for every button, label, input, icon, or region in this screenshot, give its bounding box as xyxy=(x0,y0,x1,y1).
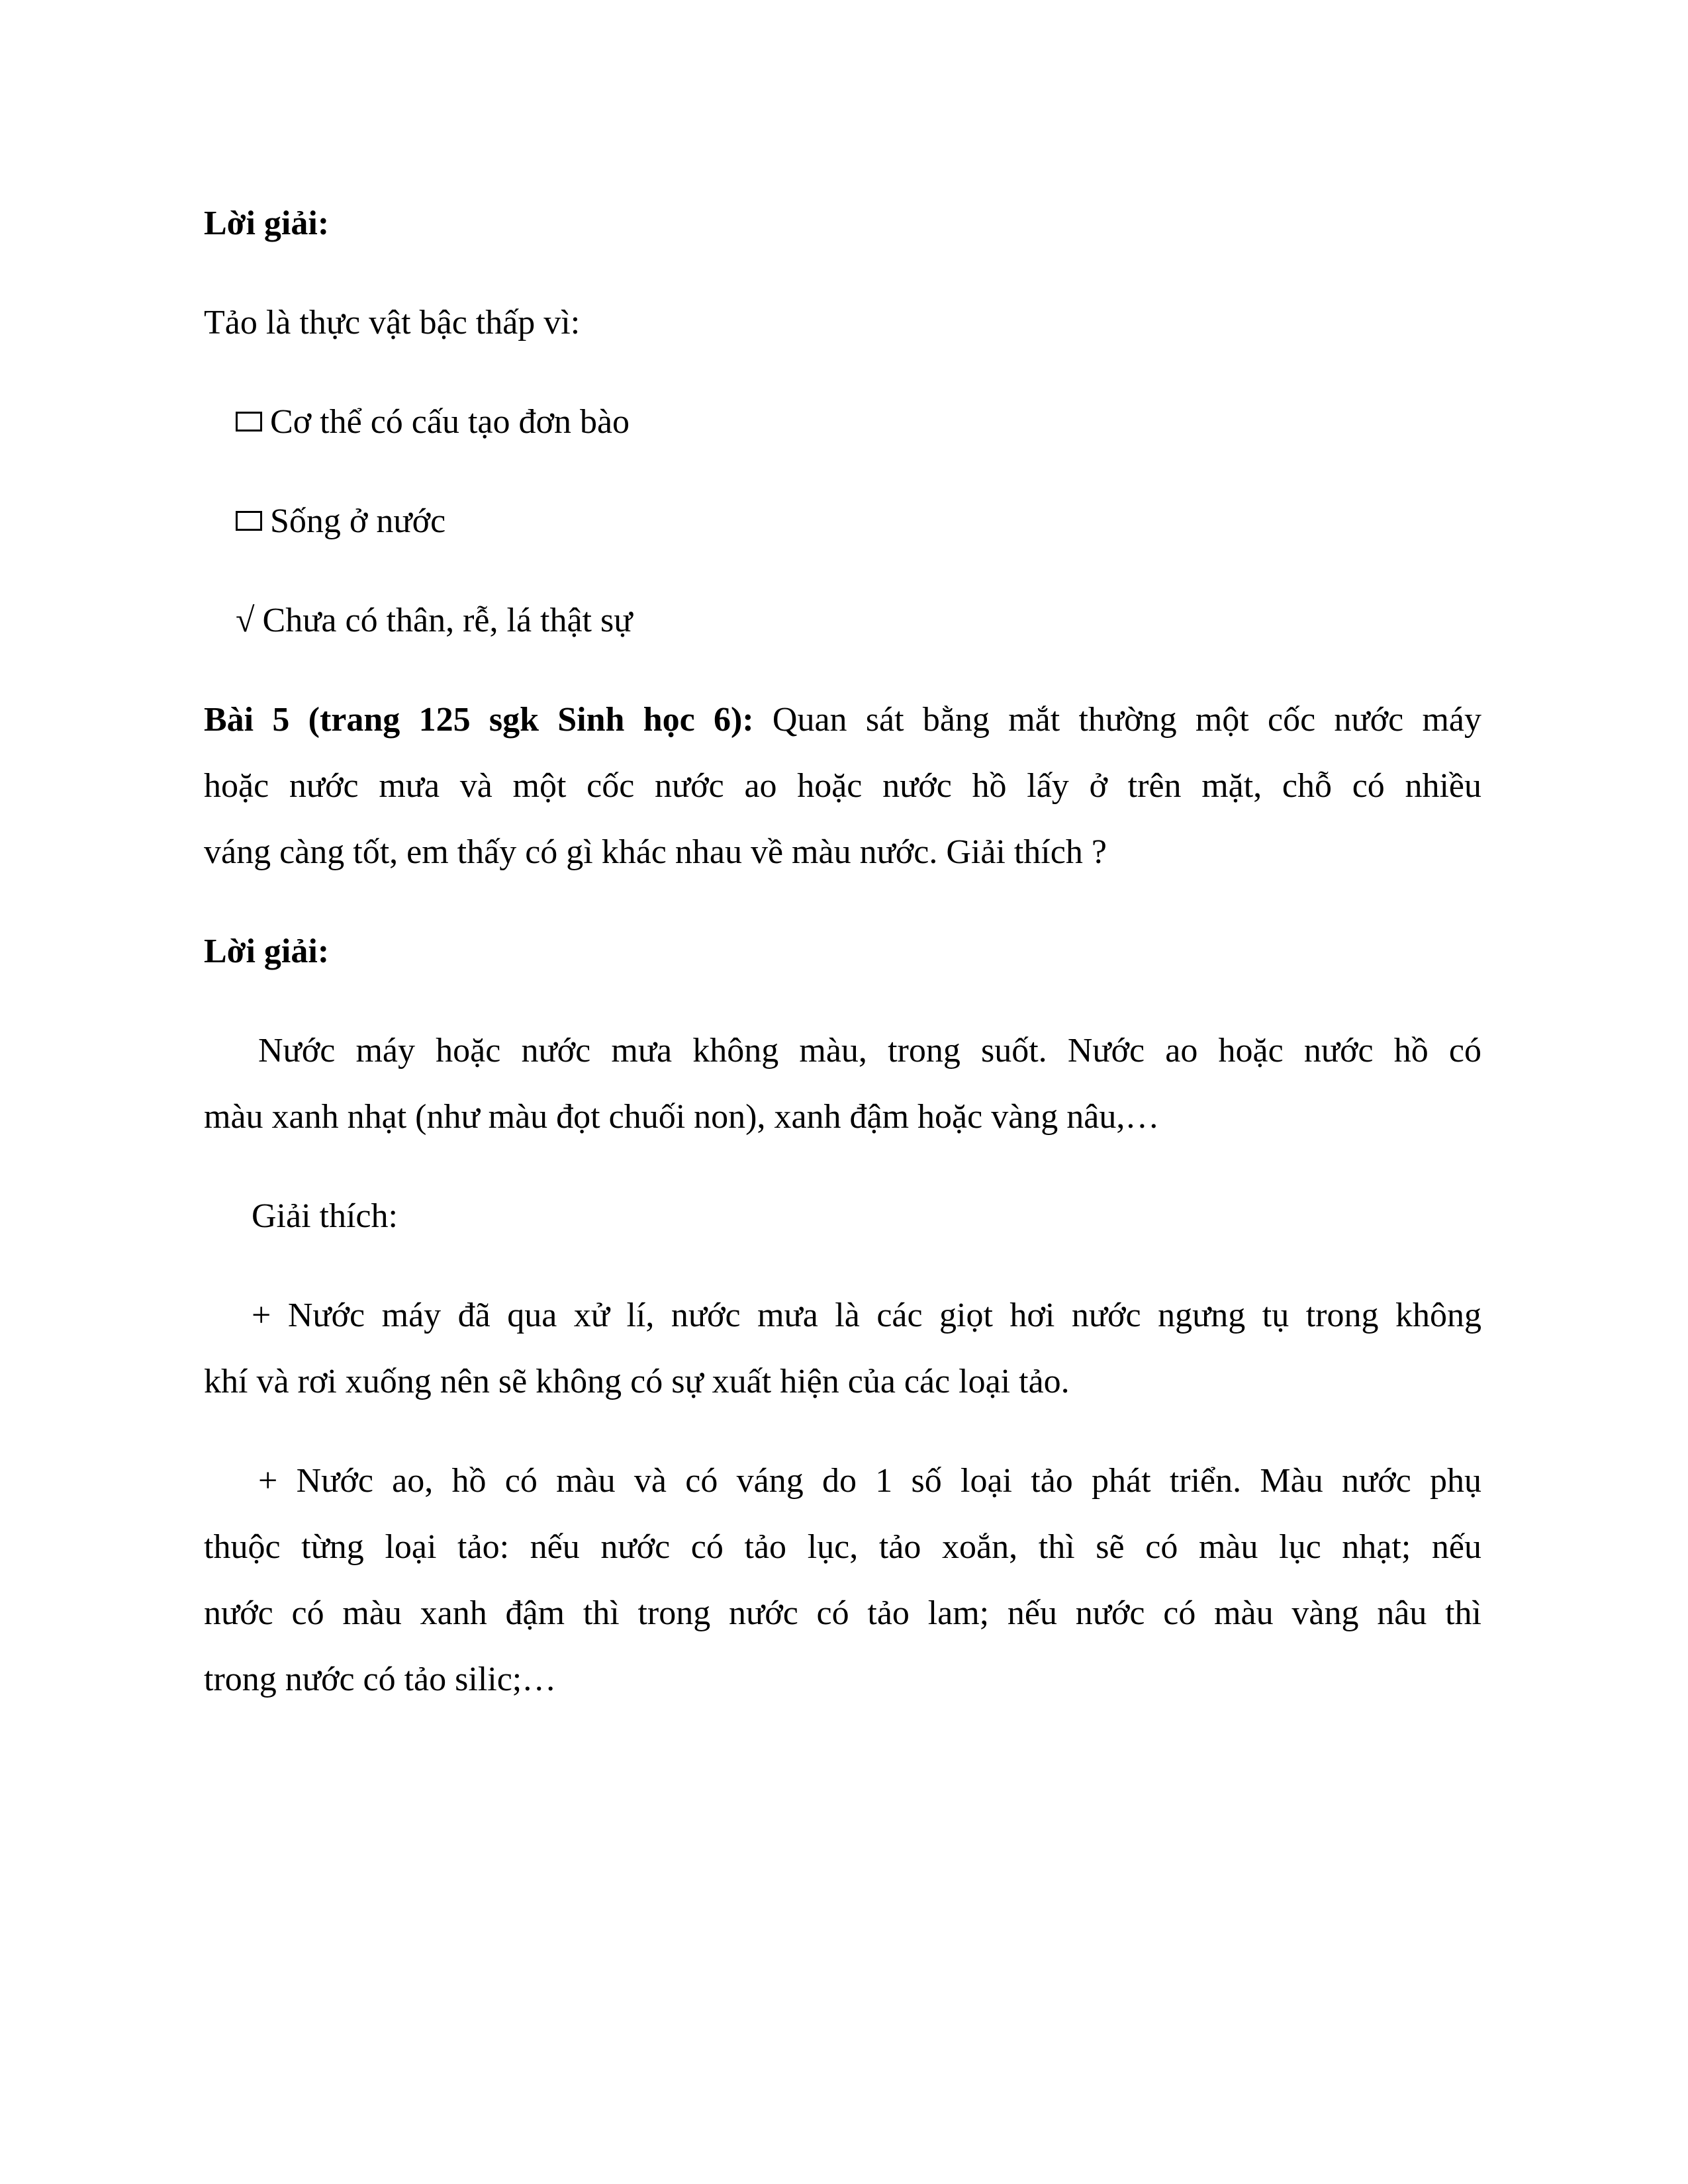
option-item xyxy=(236,504,445,539)
explanation-point-line: + Nước ao, hồ có màu và có váng do 1 số loại tảo phát triển. Màu nước phụ xyxy=(258,1462,1481,1500)
option-item xyxy=(236,405,630,439)
explanation-point-line: + Nước máy đã qua xử lí, nước mưa là các giọt hơi nước ngưng tụ trong không xyxy=(252,1297,1481,1334)
answer-heading: Lời giải: xyxy=(204,933,330,970)
option-label: Sống ở nước xyxy=(270,502,446,540)
answer-heading: Lời giải: xyxy=(204,205,330,242)
option-label: Chưa có thân, rễ, lá thật sự xyxy=(262,602,633,639)
explanation-point-line: trong nước có tảo silic;… xyxy=(204,1661,557,1698)
explanation-point-line: thuộc từng loại tảo: nếu nước có tảo lục, tảo xoắn, thì sẽ có màu lục nhạt; nếu xyxy=(204,1528,1481,1566)
intro-text: Tảo là thực vật bậc thấp vì: xyxy=(204,304,581,341)
question-line: hoặc nước mưa và một cốc nước ao hoặc nước hồ lấy ở trên mặt, chỗ có nhiều xyxy=(204,767,1481,805)
explanation-point-line: nước có màu xanh đậm thì trong nước có tảo lam; nếu nước có màu vàng nâu thì xyxy=(204,1594,1481,1632)
explanation-label: Giải thích: xyxy=(252,1197,398,1235)
option-item-checked xyxy=(236,604,632,638)
question-label: Bài 5 (trang 125 sgk Sinh học 6): xyxy=(204,701,754,739)
explanation-point-line: khí và rơi xuống nên sẽ không có sự xuất hiện của các loại tảo. xyxy=(204,1363,1070,1400)
checkbox-icon xyxy=(236,412,262,432)
question-line: váng càng tốt, em thấy có gì khác nhau về màu nước. Giải thích ? xyxy=(204,833,1107,871)
option-label: Cơ thể có cấu tạo đơn bào xyxy=(270,403,630,441)
answer-paragraph-line: Nước máy hoặc nước mưa không màu, trong suốt. Nước ao hoặc nước hồ có xyxy=(258,1032,1481,1069)
question-line xyxy=(204,703,1481,737)
question-text: Quan sát bằng mắt thường một cốc nước máy xyxy=(772,701,1481,739)
answer-paragraph-line: màu xanh nhạt (như màu đọt chuối non), xanh đậm hoặc vàng nâu,… xyxy=(204,1098,1160,1136)
checkbox-icon xyxy=(236,511,262,531)
checkmark-icon: √ xyxy=(236,602,255,639)
